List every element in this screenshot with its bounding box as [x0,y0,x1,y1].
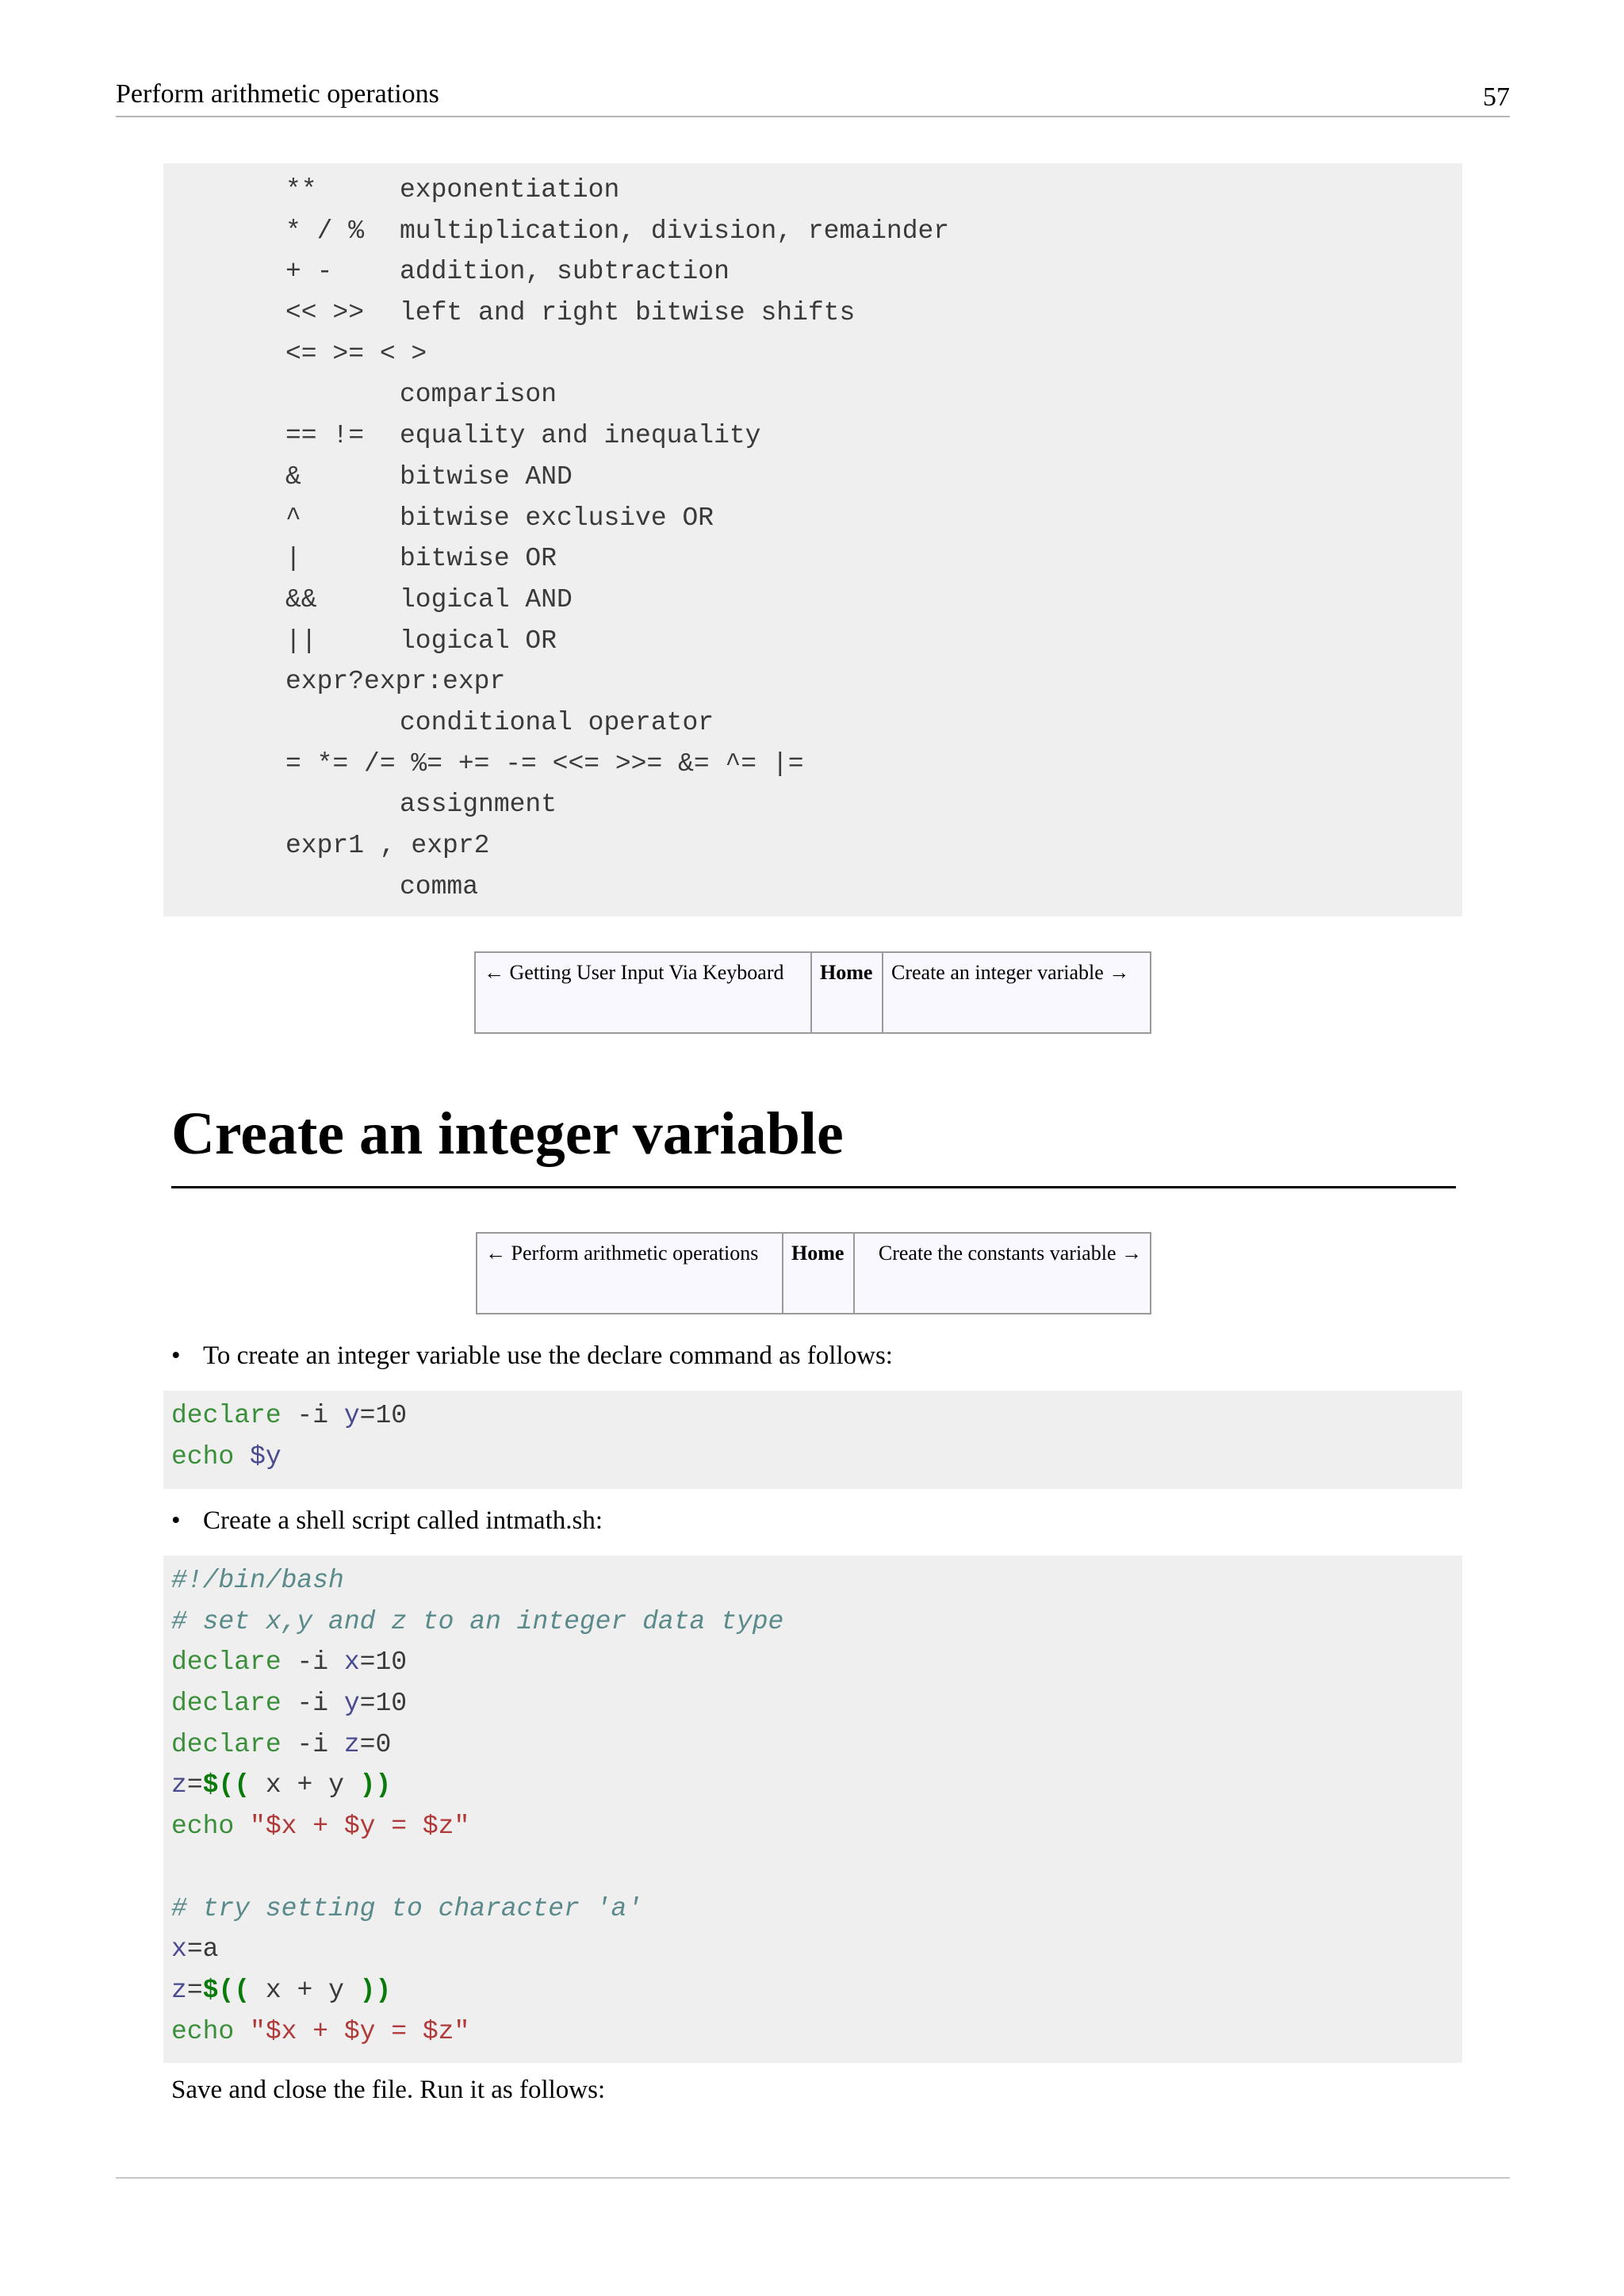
code-token: -i [281,1729,344,1759]
code-token: echo [171,1812,235,1842]
code-token [234,1442,250,1471]
code-line [171,1683,1462,1724]
code-token: -i [281,1647,344,1678]
code-token: y [343,1689,360,1719]
operator-row [285,415,1462,457]
nav-prev-link[interactable] [476,953,812,1032]
operator-description: bitwise OR [400,544,557,574]
operator-description: comparison [400,380,557,410]
code-token: declare [171,1401,282,1430]
code-token: =10 [359,1647,408,1678]
operator-symbol: = *= /= %= += -= <<= >>= &= ^= |= [285,748,804,779]
nav-home-label: Home [791,1242,845,1265]
operator-symbol: << >> [285,298,365,328]
operator-description: bitwise exclusive OR [400,503,714,533]
nav-box-section [476,1232,1151,1314]
operator-symbol: * / % [285,216,365,246]
bullet-text: To create an integer variable use the declare command as follows: [203,1341,893,1370]
nav-prev-label: ← Perform arithmetic operations [485,1242,759,1265]
operator-row [285,538,1462,580]
operator-symbol: && [285,584,317,614]
code-line [171,1929,1462,1970]
code-token: "$x + $y = $z" [250,1812,470,1842]
operator-row [285,374,1462,415]
code-token: $(( [202,1975,251,2005]
code-token: z [171,1975,187,2005]
code-line [171,1437,1462,1478]
code-token [234,1812,250,1841]
bullet-item [171,1503,603,1538]
operator-symbol: == != [285,421,365,451]
code-line [171,1765,1462,1806]
operator-row [285,170,1462,211]
operator-description: bitwise AND [400,461,573,492]
operator-row [285,211,1462,252]
operator-description: logical OR [400,626,557,656]
nav-next-link[interactable] [855,1234,1150,1313]
page-number: 57 [1483,82,1510,112]
code-token: =10 [359,1401,408,1430]
code-token: x + y [250,1975,360,2005]
code-token: declare [171,1689,282,1719]
operator-description: exponentiation [400,175,620,205]
operator-symbol: expr?expr:expr [285,667,506,697]
code-line [171,1395,1462,1437]
code-token: $(( [202,1770,251,1800]
operator-symbol: expr1 , expr2 [285,831,490,860]
nav-prev-link[interactable] [477,1234,783,1313]
code-line [171,1560,1462,1601]
operator-description: multiplication, division, remainder [400,216,950,246]
section-title: Create an integer variable [171,1100,844,1167]
code-token: z [343,1729,360,1759]
code-token: x [343,1647,360,1678]
declare-code-block [163,1391,1462,1489]
code-line [171,2011,1462,2053]
operator-row [285,334,1462,375]
code-token: x [171,1934,187,1965]
operator-symbol: & [285,461,301,492]
code-token: # set x,y and z to an integer data type [171,1606,784,1636]
operator-table-code-block [163,163,1462,916]
code-line [171,1888,1462,1930]
code-token: =a [186,1934,219,1965]
operator-description: logical AND [400,584,573,614]
nav-next-link[interactable] [883,953,1150,1032]
nav-next-label: Create an integer variable → [891,961,1130,984]
bullet-dot: • [171,1506,181,1535]
operator-row [285,580,1462,621]
operator-row [285,825,1462,867]
operator-description: assignment [400,790,557,820]
code-line [171,1806,1462,1847]
code-token: declare [171,1647,282,1678]
code-token: # try setting to character 'a' [171,1893,643,1923]
code-line [171,1601,1462,1643]
operator-row [285,457,1462,498]
running-title: Perform arithmetic operations [116,79,439,109]
page-header [116,76,1510,117]
section-heading [171,1094,1456,1188]
code-token: declare [171,1729,282,1759]
code-token [234,2017,250,2046]
code-line [171,1724,1462,1766]
footer-rule [116,2177,1510,2179]
operator-symbol: | [285,544,301,574]
nav-home-link[interactable] [812,953,883,1032]
operator-row [285,784,1462,825]
code-token: )) [359,1975,392,2005]
nav-prev-label: ← Getting User Input Via Keyboard [484,961,784,984]
code-line [171,1642,1462,1683]
operator-description: comma [400,871,479,901]
code-line [171,1970,1462,2011]
code-token: z [171,1770,187,1800]
code-token: -i [281,1689,344,1719]
operator-description: equality and inequality [400,421,761,451]
code-token: echo [171,2016,235,2046]
operator-symbol: ** [285,175,317,205]
bullet-dot: • [171,1341,181,1370]
operator-row [285,744,1462,785]
code-token: -i [281,1401,344,1430]
operator-symbol: + - [285,257,333,287]
operator-row [285,867,1462,908]
code-token: = [186,1975,203,2005]
nav-home-label: Home [820,961,873,984]
operator-row [285,702,1462,744]
code-token: =0 [359,1729,392,1759]
operator-symbol: <= >= < > [285,339,427,369]
operator-symbol: ^ [285,503,301,533]
bullet-item [171,1338,893,1373]
code-token: x + y [250,1770,360,1800]
code-token: =10 [359,1689,408,1719]
closing-paragraph: Save and close the file. Run it as follows: [171,2076,606,2104]
code-token: y [343,1401,360,1430]
operator-row [285,661,1462,702]
nav-home-link[interactable] [783,1234,855,1313]
operator-description: conditional operator [400,707,714,737]
operator-symbol: || [285,626,317,656]
nav-box-top [474,951,1151,1034]
script-code-block [163,1556,1462,2063]
operator-row [285,293,1462,334]
code-token: $y [250,1441,282,1471]
operator-description: addition, subtraction [400,257,730,287]
operator-row [285,621,1462,662]
code-token: "$x + $y = $z" [250,2016,470,2046]
operator-row [285,251,1462,293]
nav-next-label: Create the constants variable → [878,1242,1142,1265]
code-line [171,1847,1462,1888]
operator-description: left and right bitwise shifts [400,298,856,328]
code-token: #!/bin/bash [171,1566,344,1595]
bullet-text: Create a shell script called intmath.sh: [203,1506,603,1535]
code-token: echo [171,1441,235,1471]
code-token: )) [359,1770,392,1800]
code-token: = [186,1770,203,1800]
operator-row [285,498,1462,539]
